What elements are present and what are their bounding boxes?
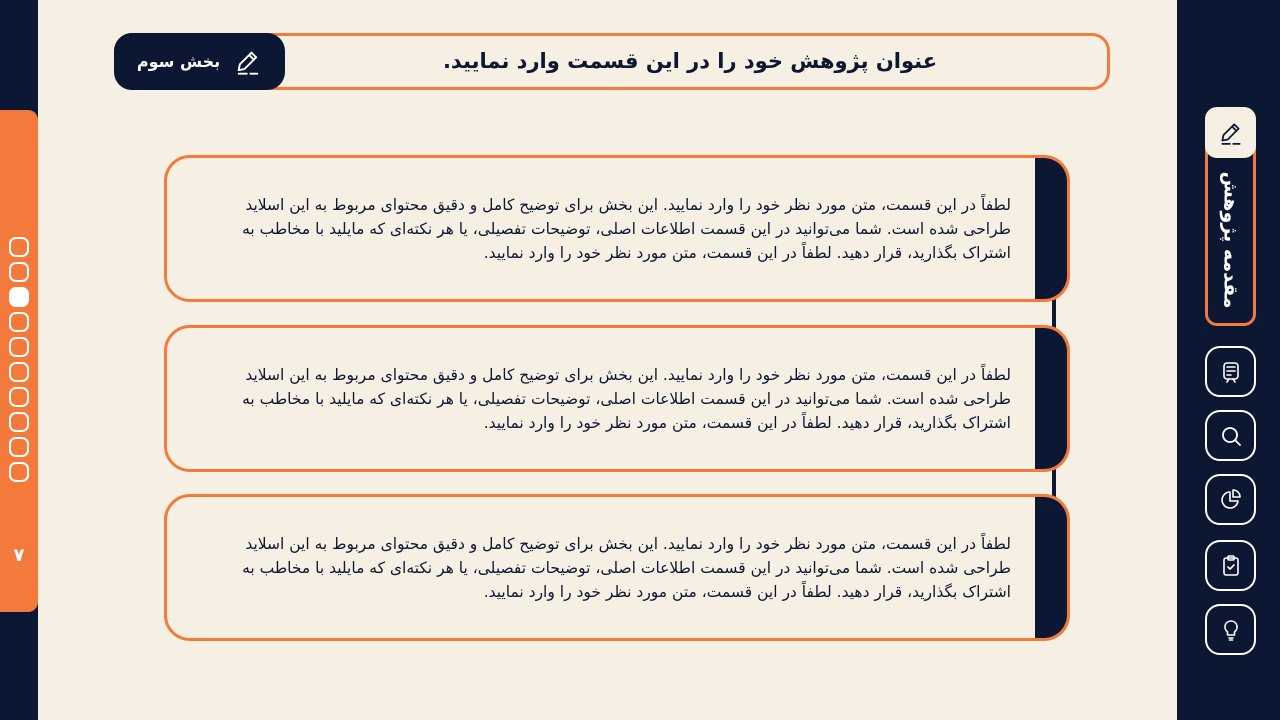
pencil-icon: [234, 48, 262, 76]
slide-dot-2[interactable]: [9, 262, 29, 282]
content-card-2: [164, 325, 1070, 472]
slide-dot-9[interactable]: [9, 437, 29, 457]
slide-dot-10[interactable]: [9, 462, 29, 482]
card-text: لطفاً در این قسمت، متن مورد نظر خود را وارد نمایید. این بخش برای توضیح کامل و دقیق محتوای مربوط به این اسلاید طراحی شده است. شما می‌توانید در این قسمت اطلاعات اصلی، توضیحات تفصیلی، یا هر نکته‌ای که مایلید با مخاطب به اشتراک بگذارید، قرار دهید. لطفاً در این قسمت، متن مورد نظر خود را وارد نمایید.: [242, 195, 1011, 262]
lightbulb-icon[interactable]: [1205, 604, 1256, 655]
right-sidebar: [1177, 0, 1280, 720]
slide-dot-4[interactable]: [9, 312, 29, 332]
pencil-icon[interactable]: [1205, 107, 1256, 158]
slide-dot-6[interactable]: [9, 362, 29, 382]
slide-dot-5[interactable]: [9, 337, 29, 357]
content-card-3: [164, 494, 1070, 641]
document-list-icon[interactable]: [1205, 346, 1256, 397]
clipboard-check-icon[interactable]: [1205, 540, 1256, 591]
section-label: بخش سوم: [136, 52, 221, 71]
slide-dot-1[interactable]: [9, 237, 29, 257]
search-icon[interactable]: [1205, 410, 1256, 461]
slide-dot-8[interactable]: [9, 412, 29, 432]
content-card-1: [164, 155, 1070, 302]
slide-dot-7[interactable]: [9, 387, 29, 407]
card-cap: [1035, 497, 1067, 638]
pie-chart-icon[interactable]: [1205, 474, 1256, 525]
nav-item-intro-label-wrap: [1205, 160, 1256, 320]
card-text: لطفاً در این قسمت، متن مورد نظر خود را وارد نمایید. این بخش برای توضیح کامل و دقیق محتوای مربوط به این اسلاید طراحی شده است. شما می‌توانید در این قسمت اطلاعات اصلی، توضیحات تفصیلی، یا هر نکته‌ای که مایلید با مخاطب به اشتراک بگذارید، قرار دهید. لطفاً در این قسمت، متن مورد نظر خود را وارد نمایید.: [242, 534, 1011, 601]
section-badge: [114, 33, 285, 90]
nav-item-intro-label: مقدمه پژوهش: [1219, 171, 1242, 309]
page-number: ۷: [13, 545, 25, 566]
card-cap: [1035, 158, 1067, 299]
card-cap: [1035, 328, 1067, 469]
page-title: عنوان پژوهش خود را در این قسمت وارد نمایید.: [442, 49, 938, 73]
card-text: لطفاً در این قسمت، متن مورد نظر خود را وارد نمایید. این بخش برای توضیح کامل و دقیق محتوای مربوط به این اسلاید طراحی شده است. شما می‌توانید در این قسمت اطلاعات اصلی، توضیحات تفصیلی، یا هر نکته‌ای که مایلید با مخاطب به اشتراک بگذارید، قرار دهید. لطفاً در این قسمت، متن مورد نظر خود را وارد نمایید.: [242, 365, 1011, 432]
slide-dots: [9, 237, 29, 487]
slide-dot-3[interactable]: [9, 287, 29, 307]
